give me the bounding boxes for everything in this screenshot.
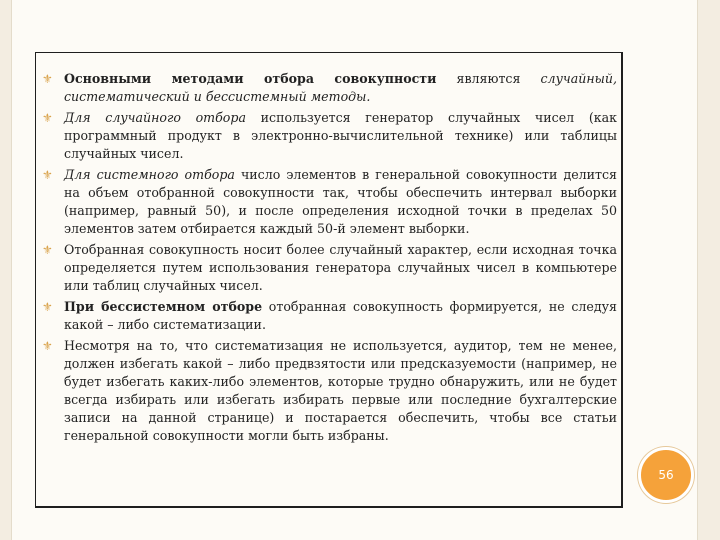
bullet-text: отобранная совокупность формируется, не следуя какой – либо систематизации. [64, 299, 617, 332]
fleur-de-lis-icon: ⚜ [42, 168, 53, 182]
bullet-item [42, 166, 617, 238]
bullet-text: Отобранная совокупность носит более случайный характер, если исходная точка определяется путем использования генератора случайных чисел в компьютере или таблиц случайных чисел. [64, 242, 617, 293]
fleur-de-lis-icon: ⚜ [42, 72, 53, 86]
bullet-bold-text: При бессистемном отборе [64, 299, 263, 314]
bullet-item [42, 241, 617, 295]
bullet-text: Несмотря на то, что систематизация не используется, аудитор, тем не менее, должен избегать какой – либо предвзятости или предсказуемости (например, не будет избегать каких-либо элементов, которые трудно обнаружить, или не будет всегда избирать или избегать избирать первые или последние бухгалтерские записи на данной странице) и постарается обеспечить, чтобы все статьи генеральной совокупности могли быть избраны. [64, 338, 617, 443]
bullet-italic-text: случайный, систематический и бессистемный методы. [64, 71, 617, 104]
bullet-bold-text: Основными методами отбора совокупности [64, 71, 437, 86]
fleur-de-lis-icon: ⚜ [42, 243, 53, 257]
fleur-de-lis-icon: ⚜ [42, 300, 53, 314]
bullet-item [42, 298, 617, 334]
bullet-item [42, 337, 617, 445]
fleur-de-lis-icon: ⚜ [42, 339, 53, 353]
page-number: 56 [658, 468, 674, 482]
bullet-italic-text: Для системного отбора [64, 167, 235, 182]
fleur-de-lis-icon: ⚜ [42, 111, 53, 125]
right-margin-strip [697, 0, 720, 540]
bullet-italic-text: Для случайного отбора [64, 110, 246, 125]
bullet-text: число элементов в генеральной совокупности делится на объем отобранной совокупности так, чтобы обеспечить интервал выборки (например, равный 50), и после определения исходной точки в пределах 50 элементов затем отбирается каждый 50-й элемент выборки. [64, 167, 618, 236]
left-margin-strip [0, 0, 12, 540]
bullet-list [42, 70, 617, 448]
bullet-item [42, 109, 617, 163]
bullet-text: являются [436, 71, 541, 86]
bullet-item [42, 70, 617, 106]
bullet-text: используется генератор случайных чисел (как программный продукт в электронно-вычислительной технике) или таблицы случайных чисел. [64, 110, 617, 161]
page-number-badge [638, 447, 694, 503]
